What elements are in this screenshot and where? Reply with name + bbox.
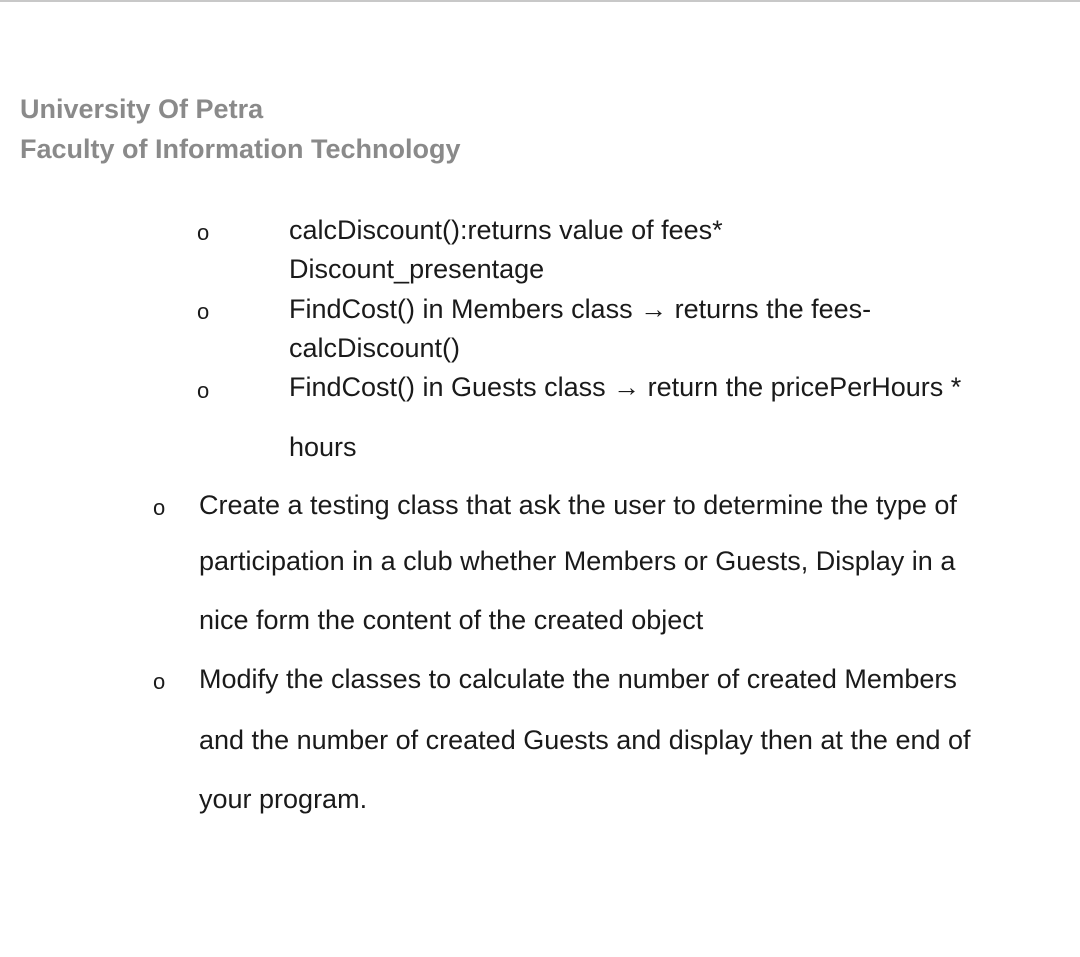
university-name: University Of Petra [20,94,264,124]
main-item-1-line-3: nice form the content of the created object [199,605,704,635]
bullet-marker: o [153,495,166,520]
sub-item-1-line-1: calcDiscount():returns value of fees* [289,215,723,245]
faculty-name: Faculty of Information Technology [20,134,461,164]
bullet-marker: o [197,378,210,403]
sub-item-1-line-2: Discount_presentage [289,254,545,284]
main-item-1-line-1: Create a testing class that ask the user to determine the type of [199,490,957,520]
main-item-2-line-2: and the number of created Guests and display then at the end of [199,725,971,755]
main-item-2-line-3: your program. [199,784,368,814]
bullet-marker: o [197,299,210,324]
main-item-2-line-1: Modify the classes to calculate the number of created Members [199,664,957,694]
bullet-marker: o [153,669,166,694]
sub-item-2-line-1: FindCost() in Members class → returns the fees- [289,294,872,324]
sub-item-3-line-2: hours [289,432,357,462]
sub-item-3-line-1: FindCost() in Guests class → return the pricePerHours * [289,372,962,402]
bullet-marker: o [197,220,210,245]
top-divider [0,0,1080,2]
sub-item-2-line-2: calcDiscount() [289,333,461,363]
main-item-1-line-2: participation in a club whether Members or Guests, Display in a [199,546,956,576]
